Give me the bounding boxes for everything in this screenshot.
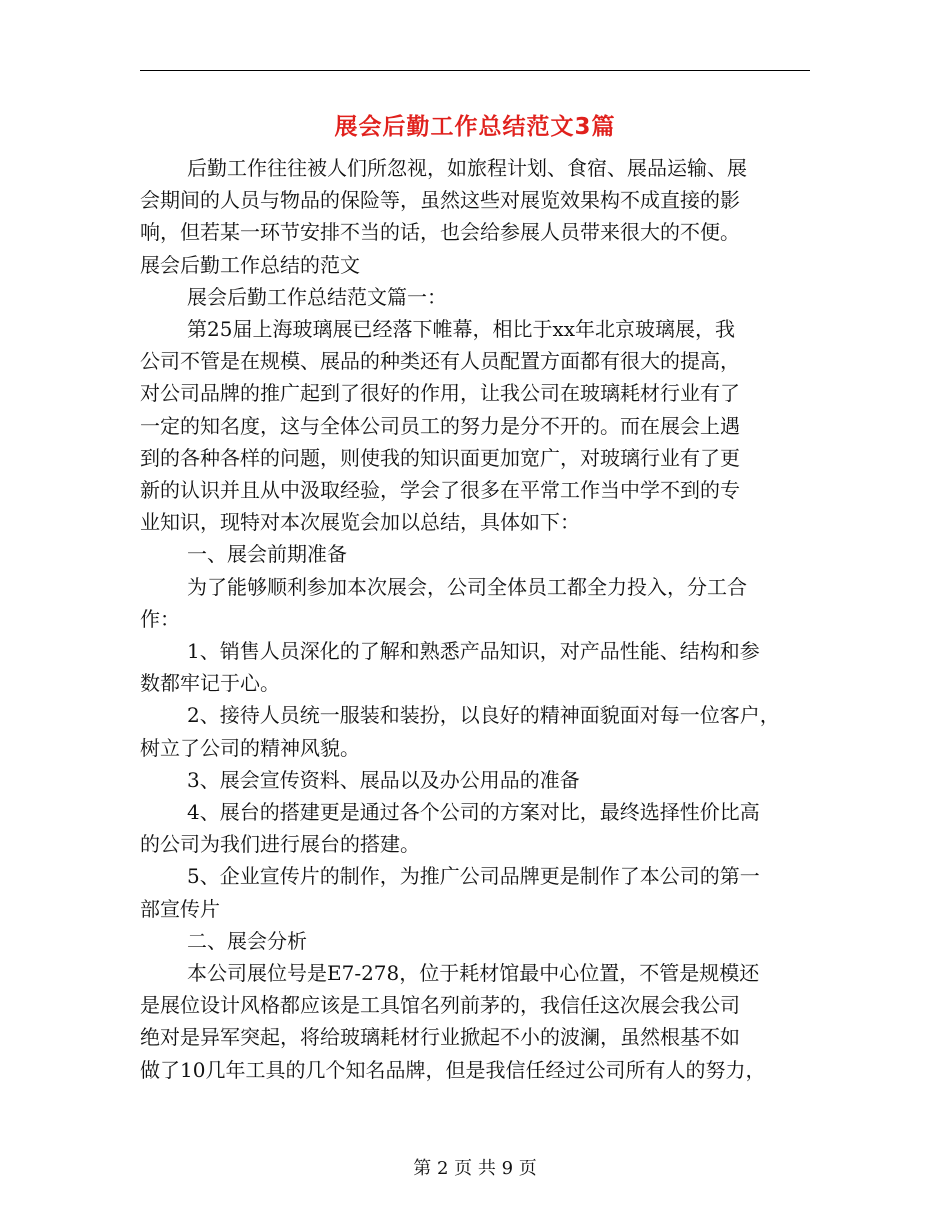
paragraph-line: 本公司展位号是E7-278，位于耗材馆最中心位置，不管是规模还 bbox=[187, 961, 760, 986]
paragraph-line: 后勤工作往往被人们所忽视，如旅程计划、食宿、展品运输、展 bbox=[187, 156, 747, 180]
paragraph-line: 会期间的人员与物品的保险等，虽然这些对展览效果构不成直接的影 bbox=[140, 188, 740, 213]
document-body bbox=[140, 152, 812, 1086]
header-rule bbox=[140, 70, 810, 71]
paragraph-line: 一、展会前期准备 bbox=[187, 542, 347, 567]
paragraph-line: 绝对是异军突起，将给玻璃耗材行业掀起不小的波澜，虽然根基不如 bbox=[140, 1025, 740, 1050]
paragraph-line: 1、销售人员深化的了解和熟悉产品知识，对产品性能、结构和参 bbox=[187, 639, 760, 664]
paragraph-line: 4、展台的搭建更是通过各个公司的方案对比，最终选择性价比高 bbox=[187, 800, 760, 825]
paragraph-line: 到的各种各样的问题，则使我的知识面更加宽广，对玻璃行业有了更 bbox=[140, 445, 740, 470]
paragraph-line: 展会后勤工作总结范文篇一： bbox=[187, 284, 447, 309]
paragraph-line: 2、接待人员统一服装和装扮，以良好的精神面貌面对每一位客户， bbox=[187, 703, 780, 728]
paragraph-line: 做了10几年工具的几个知名品牌，但是我信任经过公司所有人的努力， bbox=[140, 1057, 766, 1082]
paragraph-line: 作： bbox=[140, 606, 180, 631]
paragraph-line: 一定的知名度，这与全体公司员工的努力是分不开的。而在展会上遇 bbox=[140, 413, 740, 438]
paragraph-line: 为了能够顺利参加本次展会，公司全体员工都全力投入，分工合 bbox=[187, 574, 747, 599]
paragraph-line: 树立了公司的精神风貌。 bbox=[140, 735, 360, 760]
paragraph-line: 第25届上海玻璃展已经落下帷幕，相比于xx年北京玻璃展，我 bbox=[187, 317, 736, 342]
paragraph-line: 部宣传片 bbox=[140, 896, 220, 921]
paragraph-line: 的公司为我们进行展台的搭建。 bbox=[140, 832, 420, 857]
paragraph-line: 3、展会宣传资料、展品以及办公用品的准备 bbox=[187, 767, 580, 792]
document-title: 展会后勤工作总结范文3篇 bbox=[334, 114, 616, 140]
paragraph-line: 二、展会分析 bbox=[187, 928, 307, 953]
paragraph-line: 是展位设计风格都应该是工具馆名列前茅的，我信任这次展会我公司 bbox=[140, 993, 740, 1018]
paragraph-line: 对公司品牌的推广起到了很好的作用，让我公司在玻璃耗材行业有了 bbox=[140, 381, 740, 406]
paragraph-line: 新的认识并且从中汲取经验，学会了很多在平常工作当中学不到的专 bbox=[140, 478, 740, 503]
paragraph-line: 响，但若某一环节安排不当的话，也会给参展人员带来很大的不便。 bbox=[140, 220, 740, 245]
paragraph-line: 数都牢记于心。 bbox=[140, 671, 280, 696]
paragraph-line: 公司不管是在规模、展品的种类还有人员配置方面都有很大的提高， bbox=[140, 349, 740, 374]
paragraph-line: 业知识，现特对本次展览会加以总结，具体如下： bbox=[140, 510, 580, 535]
page-footer: 第 2 页 共 9 页 bbox=[413, 1158, 537, 1179]
paragraph-line: 5、企业宣传片的制作，为推广公司品牌更是制作了本公司的第一 bbox=[187, 864, 760, 889]
paragraph-line: 展会后勤工作总结的范文 bbox=[140, 252, 360, 277]
